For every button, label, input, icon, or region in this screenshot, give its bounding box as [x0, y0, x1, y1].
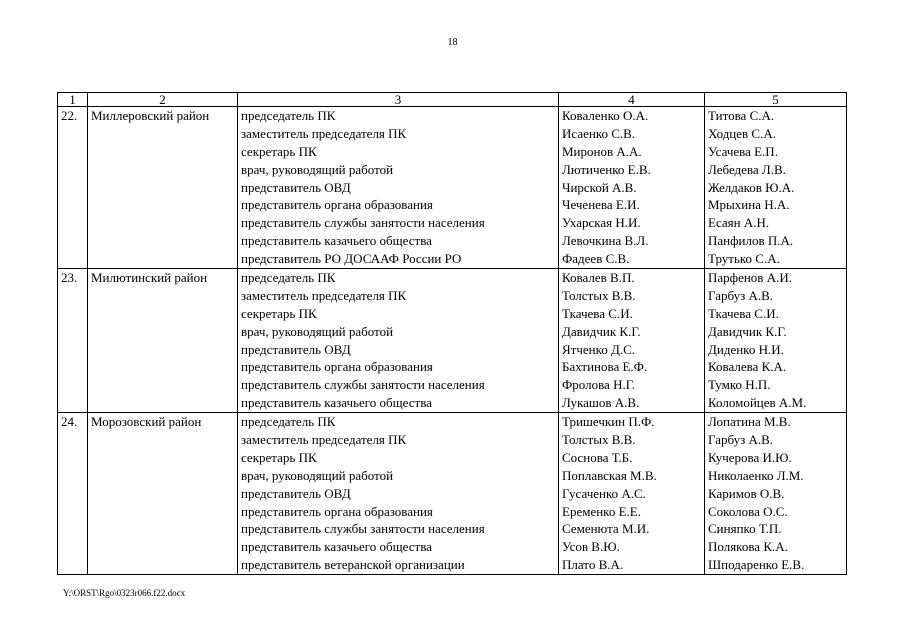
reserve-member: Коломойцев А.М. [708, 395, 807, 411]
header-cell: 2 [88, 93, 238, 107]
commission-role: представитель казачьего общества [241, 233, 432, 249]
commission-role: заместитель председателя ПК [241, 287, 407, 303]
reserve-member: Соколова О.С. [708, 503, 788, 519]
primary-member: Еременко Е.Е. [562, 503, 641, 519]
primary-member: Ткачева С.И. [562, 305, 633, 321]
row-number: 24. [58, 413, 88, 575]
district-section-row [58, 413, 847, 575]
commission-role: секретарь ПК [241, 305, 317, 321]
reserve-member: Панфилов П.А. [708, 233, 794, 249]
district-name: Милютинский район [88, 269, 238, 413]
primary-member: Семенюта М.И. [562, 521, 650, 537]
reserve-member: Титова С.А. [708, 108, 775, 123]
commission-role: представитель казачьего общества [241, 539, 432, 555]
reserve-member: Ткачева С.И. [708, 305, 779, 321]
reserve-member: Давидчик К.Г. [708, 323, 787, 339]
reserve-member: Трутько С.А. [708, 251, 780, 267]
district-section-row [58, 269, 847, 413]
primary-member: Миронов А.А. [562, 143, 642, 159]
commission-role: представитель службы занятости населения [241, 377, 485, 393]
district-section-row [58, 107, 847, 269]
district-name: Морозовский район [88, 413, 238, 575]
primary-member-column [559, 269, 705, 413]
commission-role: представитель органа образования [241, 197, 433, 213]
commission-role: представитель РО ДОСААФ России РО [241, 251, 462, 267]
reserve-member: Николаенко Л.М. [708, 467, 804, 483]
commission-role: представитель казачьего общества [241, 395, 432, 411]
page-number: 18 [447, 37, 458, 48]
primary-member: Лукашов А.В. [562, 395, 640, 411]
commission-table [57, 92, 847, 575]
reserve-member: Каримов О.В. [708, 485, 785, 501]
reserve-member: Желдаков Ю.А. [708, 179, 795, 195]
reserve-member: Синяпко Т.П. [708, 521, 782, 537]
reserve-member: Полякова К.А. [708, 539, 788, 555]
primary-member: Усов В.Ю. [562, 539, 620, 555]
primary-member: Чеченева Е.И. [562, 197, 640, 213]
primary-member: Ковалев В.П. [562, 270, 635, 286]
commission-role-column [238, 107, 559, 269]
reserve-member: Есаян А.Н. [708, 215, 770, 231]
header-cell: 4 [559, 93, 705, 107]
header-cell: 5 [705, 93, 847, 107]
primary-member: Лютиченко Е.В. [562, 161, 651, 177]
commission-role: представитель службы занятости населения [241, 215, 485, 231]
reserve-member-column [705, 269, 847, 413]
primary-member: Гусаченко А.С. [562, 485, 646, 501]
reserve-member: Лебедева Л.В. [708, 161, 786, 177]
reserve-member: Усачева Е.П. [708, 143, 778, 159]
commission-role: врач, руководящий работой [241, 161, 394, 177]
commission-role: председатель ПК [241, 414, 336, 430]
row-number: 23. [58, 269, 88, 413]
reserve-member: Лопатина М.В. [708, 414, 791, 430]
commission-role: председатель ПК [241, 270, 336, 286]
row-number: 22. [58, 107, 88, 269]
commission-role: секретарь ПК [241, 143, 317, 159]
commission-role-column [238, 269, 559, 413]
primary-member: Исаенко С.В. [562, 125, 636, 141]
commission-role: представитель ветеранской организации [241, 557, 465, 573]
commission-role: председатель ПК [241, 108, 336, 123]
primary-member: Бахтинова Е.Ф. [562, 359, 648, 375]
header-cell: 3 [238, 93, 559, 107]
commission-role: представитель органа образования [241, 503, 433, 519]
commission-role: представитель ОВД [241, 179, 351, 195]
primary-member-column [559, 413, 705, 575]
primary-member: Фролова Н.Г. [562, 377, 636, 393]
primary-member: Давидчик К.Г. [562, 323, 641, 339]
commission-role: представитель ОВД [241, 485, 351, 501]
reserve-member: Мрыхина Н.А. [708, 197, 790, 213]
reserve-member-column [705, 107, 847, 269]
reserve-member: Ковалева К.А. [708, 359, 787, 375]
commission-role: заместитель председателя ПК [241, 125, 407, 141]
primary-member: Соснова Т.Б. [562, 449, 633, 465]
reserve-member-column [705, 413, 847, 575]
primary-member: Ухарская Н.И. [562, 215, 641, 231]
commission-role: представитель ОВД [241, 341, 351, 357]
commission-role: врач, руководящий работой [241, 323, 394, 339]
commission-role: представитель службы занятости населения [241, 521, 485, 537]
reserve-member: Парфенов А.И. [708, 270, 792, 286]
reserve-member: Диденко Н.И. [708, 341, 784, 357]
primary-member: Поплавская М.В. [562, 467, 657, 483]
primary-member-column [559, 107, 705, 269]
primary-member: Толстых В.В. [562, 432, 636, 448]
commission-role: врач, руководящий работой [241, 467, 394, 483]
reserve-member: Гарбуз А.В. [708, 287, 774, 303]
primary-member: Коваленко О.А. [562, 108, 649, 123]
district-name: Миллеровский район [88, 107, 238, 269]
reserve-member: Тумко Н.П. [708, 377, 771, 393]
primary-member: Фадеев С.В. [562, 251, 630, 267]
primary-member: Ятченко Д.С. [562, 341, 636, 357]
file-path-footer: Y:\ORST\Rgo\0323r066.f22.docx [63, 588, 186, 598]
commission-role: секретарь ПК [241, 449, 317, 465]
primary-member: Плато В.А. [562, 557, 624, 573]
primary-member: Чирской А.В. [562, 179, 637, 195]
reserve-member: Гарбуз А.В. [708, 432, 774, 448]
reserve-member: Ходцев С.А. [708, 125, 776, 141]
commission-role-column [238, 413, 559, 575]
commission-role: заместитель председателя ПК [241, 432, 407, 448]
primary-member: Левочкина В.Л. [562, 233, 649, 249]
header-cell: 1 [58, 93, 88, 107]
header-row [58, 93, 847, 107]
reserve-member: Шподаренко Е.В. [708, 557, 805, 573]
commission-role: представитель органа образования [241, 359, 433, 375]
reserve-member: Кучерова И.Ю. [708, 449, 792, 465]
primary-member: Тришечкин П.Ф. [562, 414, 655, 430]
primary-member: Толстых В.В. [562, 287, 636, 303]
